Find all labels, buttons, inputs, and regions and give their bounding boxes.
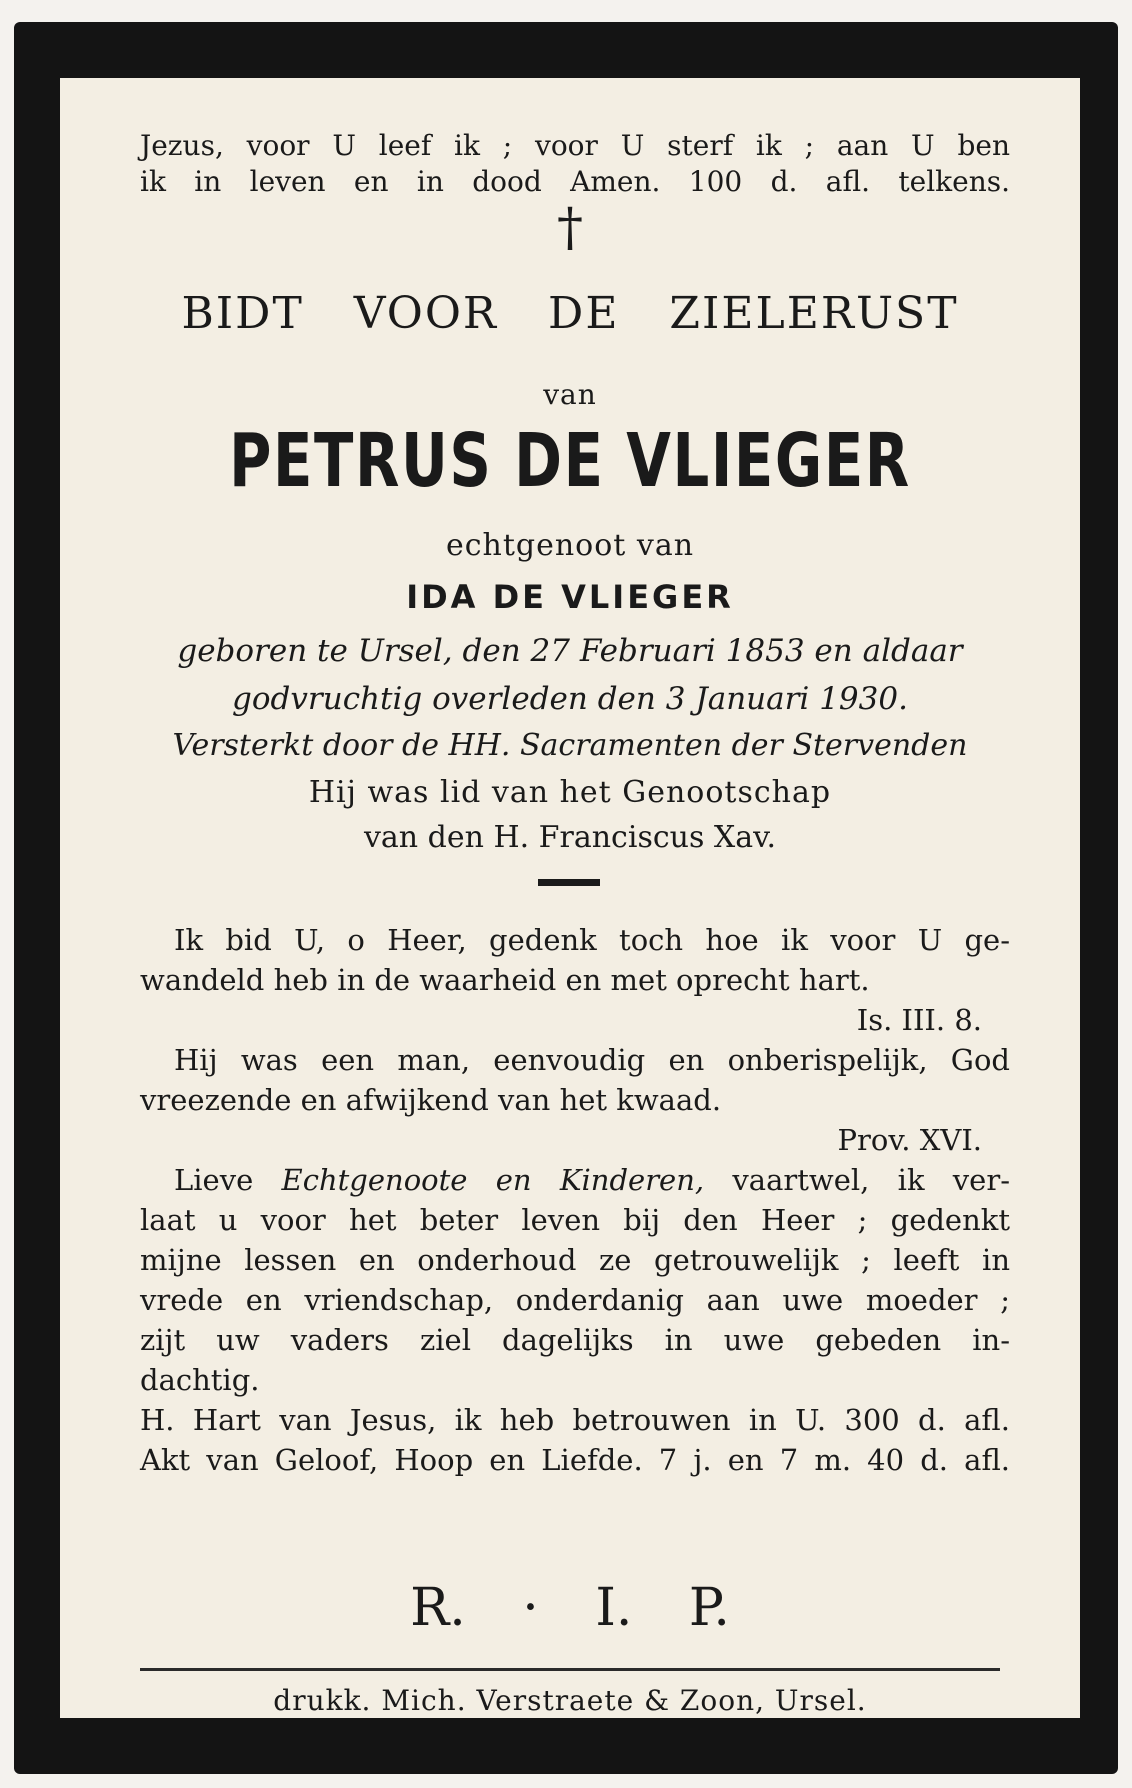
bio-line-3: Versterkt door de HH. Sacramenten der Stervenden (172, 728, 968, 763)
rip: R. · I. P. (410, 1578, 730, 1638)
heading: BIDT VOOR DE ZIELERUST (181, 288, 959, 339)
farewell-addressee: Echtgenoote en Kinderen, (281, 1163, 705, 1197)
spouse-name: IDA DE VLIEGER (406, 578, 734, 616)
verse-1 (140, 920, 1010, 1040)
farewell-line-2: laat u voor het beter leven bij den Heer ; gedenkt (140, 1203, 1010, 1237)
deceased-name: PETRUS DE VLIEGER (229, 418, 911, 504)
bio-line-4: Hij was lid van het Genootschap (308, 775, 832, 810)
farewell-line-5: zijt uw vaders ziel dagelijks in uwe gebeden in- (140, 1323, 1010, 1357)
verse-2 (140, 1040, 1010, 1160)
bio-line-5: van den H. Franciscus Xav. (363, 820, 777, 855)
footer-rule (140, 1668, 1000, 1671)
farewell-line-1 (140, 1160, 1010, 1200)
top-prayer-line-2: ik in leven en in dood Amen. 100 d. afl. telkens. (140, 165, 1010, 198)
cross-icon: † (557, 198, 583, 258)
farewell (140, 1160, 1010, 1480)
indulgence-1: H. Hart van Jesus, ik heb betrouwen in U. 300 d. afl. (140, 1403, 1010, 1437)
verse-1-ref: Is. III. 8. (856, 1003, 982, 1037)
separator (538, 879, 600, 886)
farewell-line-1a: Lieve (174, 1163, 282, 1197)
van-label: van (543, 378, 597, 411)
spouse-label: echtgenoot van (445, 528, 695, 563)
verse-1-line-2: wandeld heb in de waarheid en met oprecht hart. (140, 963, 870, 997)
card-paper (60, 78, 1080, 1718)
top-prayer (140, 128, 1010, 200)
verse-1-line-1: Ik bid U, o Heer, gedenk toch hoe ik voor U ge- (174, 923, 1010, 957)
farewell-line-3: mijne lessen en onderhoud ze getrouwelijk ; leeft in (140, 1243, 1010, 1277)
printer-credit: drukk. Mich. Verstraete & Zoon, Ursel. (273, 1684, 867, 1717)
farewell-line-1c: vaartwel, ik ver- (704, 1163, 1011, 1197)
verse-2-line-2: vreezende en afwijkend van het kwaad. (140, 1083, 722, 1117)
farewell-line-4: vrede en vriendschap, onderdanig aan uwe moeder ; (140, 1283, 1010, 1317)
verse-2-ref: Prov. XVI. (837, 1123, 982, 1157)
memorial-card (14, 22, 1118, 1774)
indulgence-2: Akt van Geloof, Hoop en Liefde. 7 j. en 7 m. 40 d. afl. (140, 1443, 1010, 1477)
bio-line-1: geboren te Ursel, den 27 Februari 1853 en aldaar (177, 633, 963, 669)
top-prayer-line-1: Jezus, voor U leef ik ; voor U sterf ik ; aan U ben (140, 129, 1010, 162)
farewell-line-6: dachtig. (140, 1363, 260, 1397)
bio-line-2: godvruchtig overleden den 3 Januari 1930. (232, 681, 908, 717)
verse-2-line-1: Hij was een man, eenvoudig en onberispelijk, God (174, 1043, 1010, 1077)
